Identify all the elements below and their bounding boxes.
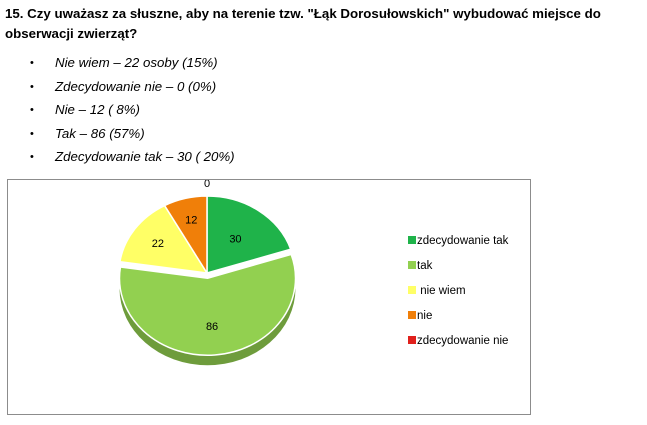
bullet: • <box>30 80 34 93</box>
bullet: • <box>30 57 34 69</box>
question-heading: 15. Czy uważasz za słuszne, aby na terenie tzw. "Łąk Dorosułowskich" wybudować miejsce do obserwacji zwierząt? <box>5 6 601 41</box>
legend-swatch <box>408 236 416 244</box>
legend-label: tak <box>417 260 433 272</box>
pie-data-label: 22 <box>151 238 164 251</box>
pie-data-label: 30 <box>229 233 242 246</box>
bullet: • <box>30 104 34 117</box>
legend-swatch <box>408 336 416 344</box>
chart-legend <box>408 235 509 347</box>
answer-text: Nie – 12 ( 8%) <box>55 102 140 118</box>
pie-data-label: 86 <box>205 320 219 333</box>
pie-data-label: 12 <box>185 214 198 227</box>
legend-swatch <box>408 286 416 294</box>
pie-chart <box>8 180 530 414</box>
legend-label: nie <box>417 310 433 322</box>
bullet: • <box>30 127 34 140</box>
answer-text: Zdecydowanie tak – 30 ( 20%) <box>55 149 235 165</box>
answer-text: Tak – 86 (57%) <box>55 125 145 141</box>
legend-label: zdecydowanie nie <box>417 335 509 347</box>
legend-swatch <box>408 261 416 269</box>
legend-label: nie wiem <box>417 285 466 297</box>
answer-text: Nie wiem – 22 osoby (15%) <box>55 55 218 70</box>
bullet: • <box>30 151 34 164</box>
pie-chart-frame <box>7 179 531 415</box>
pie-data-label: 0 <box>203 180 211 190</box>
legend-label: zdecydowanie tak <box>417 235 509 247</box>
answer-text: Zdecydowanie nie – 0 (0%) <box>55 78 217 94</box>
legend-swatch <box>408 311 416 319</box>
